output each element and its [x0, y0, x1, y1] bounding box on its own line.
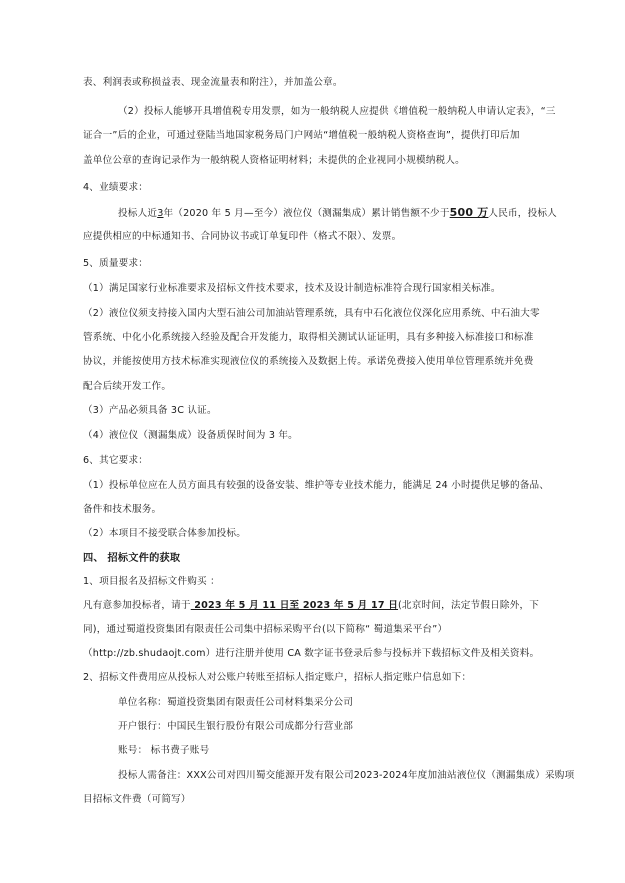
paragraph-line: 应提供相应的中标通知书、合同协议书或订单复印件（格式不限）、发票。	[83, 231, 402, 242]
paragraph-line: 同)，通过蜀道投资集团有限责任公司集中招标采购平台(以下简称“ 蜀道集采平台”）	[83, 624, 448, 635]
chapter-heading: 四、 招标文件的获取	[83, 553, 181, 564]
section-title: 6、其它要求：	[83, 455, 149, 466]
list-item: （4）液位仪（测漏集成）设备质保时间为 3 年。	[83, 430, 298, 441]
paragraph-line: （http://zb.shudaojt.com）进行注册并使用 CA 数字证书登录后参与投标并下载招标文件及相关资料。	[83, 648, 540, 659]
registration-line	[83, 600, 539, 612]
text-segment: 凡有意参加投标者，请于	[83, 600, 191, 611]
list-item: （1）投标单位应在人员方面具有较强的设备安装、维护等专业技术能力，能满足 24 小时提供足够的备品、	[83, 480, 550, 491]
remark-line: 投标人需备注：XXX公司对四川蜀交能源开发有限公司2023-2024年度加油站液位仪（测漏集成）采购项	[118, 770, 575, 781]
paragraph-line: 盖单位公章的查询记录作为一般纳税人资格证明材料；未提供的企业视同小规模纳税人。	[83, 155, 465, 166]
list-item: （2）本项目不接受联合体参加投标。	[83, 528, 247, 539]
section-title: 4、业绩要求：	[83, 182, 149, 193]
account-name: 单位名称：蜀道投资集团有限责任公司材料集采分公司	[118, 697, 354, 708]
list-item: （3）产品必须具备 3C 认证。	[83, 405, 217, 416]
list-item: （2）液位仪须支持接入国内大型石油公司加油站管理系统，具有中石化液位仪深化应用系统、中石油大零	[83, 308, 540, 319]
text-segment: 年（2020 年 5 月—至今）液位仪（测漏集成）累计销售额不少于	[163, 208, 450, 219]
list-item: （1）满足国家行业标准要求及招标文件技术要求，技术及设计制造标准符合现行国家相关标准。	[83, 283, 501, 294]
paragraph-line: 备件和技术服务。	[83, 504, 162, 515]
account-bank: 开户银行：中国民生银行股份有限公司成都分行营业部	[118, 721, 354, 732]
remark-line: 目招标文件费（可简写）	[83, 794, 191, 805]
section-title: 5、质量要求：	[83, 258, 149, 269]
paragraph-line: 证合一”后的企业，可通过登陆当地国家税务局门户网站“增值税一般纳税人资格查询”，提供打印后加	[83, 130, 520, 141]
text-segment: (北京时间，法定节假日除外，下	[398, 600, 540, 611]
years-value: 3	[157, 208, 164, 219]
amount-value: 500 万	[449, 206, 489, 219]
text-segment: 人民币，投标人	[488, 208, 557, 219]
account-number: 账号： 标书费子账号	[118, 745, 210, 756]
paragraph-line: 协议，并能按使用方技术标准实现液位仪的系统接入及数据上传。承诺免费接入使用单位管理系统并免费	[83, 356, 534, 367]
text-segment: 投标人近	[118, 208, 158, 219]
paragraph-line: 管系统、中化小化系统接入经验及配合开发能力，取得相关测试认证证明，具有多种接入标准接口和标准	[83, 332, 534, 343]
paragraph-line: （2）投标人能够开具增值税专用发票，如为一般纳税人应提供《增值税一般纳税人申请认定表》，“三	[118, 106, 556, 117]
performance-requirement-line	[118, 207, 557, 220]
paragraph-line: 表、利润表或称损益表、现金流量表和附注），并加盖公章。	[83, 77, 343, 88]
paragraph-line: 配合后续开发工作。	[83, 381, 172, 392]
date-range-value: 2023 年 5 月 11 日至 2023 年 5 月 17 日	[190, 600, 399, 611]
subsection-title: 1、项目报名及招标文件购买 ：	[83, 576, 220, 587]
subsection-title: 2、招标文件费用应从投标人对公账户转账至招标人指定账户，招标人指定账户信息如下：	[83, 672, 472, 683]
